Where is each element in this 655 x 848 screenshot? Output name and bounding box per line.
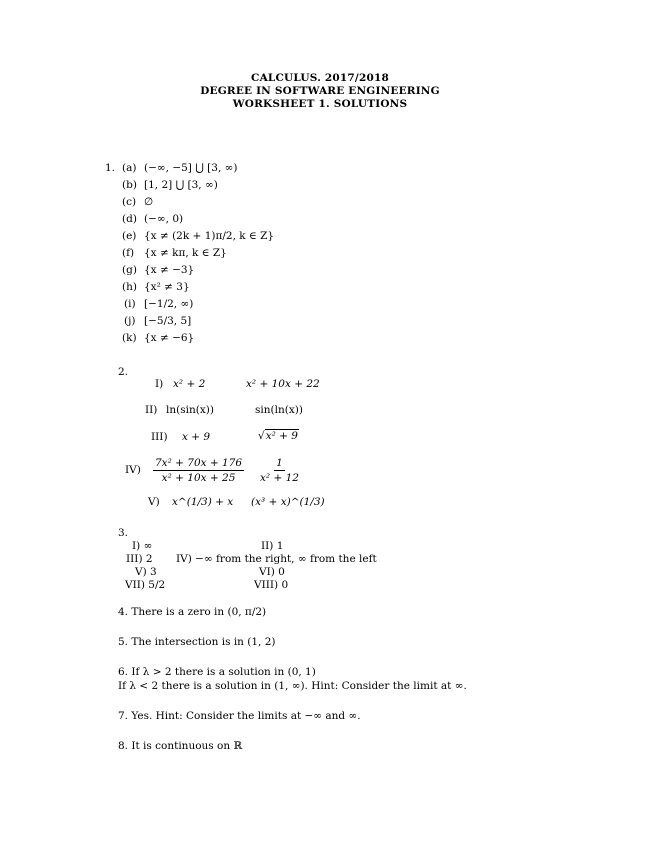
q2-label-V: V) <box>148 496 160 508</box>
q2-right-IV-denominator: x² + 12 <box>260 472 299 484</box>
q2-right-I: x² + 10x + 22 <box>246 378 320 390</box>
q1-answer-b: [1, 2] ⋃ [3, ∞) <box>144 179 218 191</box>
q1-label-h: (h) <box>122 281 137 293</box>
q2-right-II: sin(ln(x)) <box>255 404 303 416</box>
q3-answer-VII: VII) 5/2 <box>125 579 166 591</box>
q2-number: 2. <box>118 366 129 378</box>
header-title: CALCULUS. 2017/2018 <box>251 72 389 84</box>
q1-label-i: (i) <box>124 298 136 310</box>
q2-right-IV-fraction <box>258 457 301 484</box>
q2-right-III-radicand: x² + 9 <box>265 430 298 442</box>
q2-left-II: ln(sin(x)) <box>166 404 214 416</box>
q3-answer-VI: VI) 0 <box>259 566 285 578</box>
q2-label-II: II) <box>145 404 158 416</box>
q2-right-III <box>258 430 299 443</box>
q1-number: 1. <box>105 162 116 174</box>
q1-answer-c: ∅ <box>144 196 154 208</box>
q1-answer-f: {x ≠ kπ, k ∈ Z} <box>144 247 227 259</box>
q6-answer-line2: If λ < 2 there is a solution in (1, ∞). Hint: Consider the limit at ∞. <box>118 680 467 692</box>
q3-answer-V: V) 3 <box>135 566 157 578</box>
q2-left-I: x² + 2 <box>173 378 206 390</box>
q2-left-IV-denominator: x² + 10x + 25 <box>161 472 236 484</box>
q1-label-d: (d) <box>122 213 137 225</box>
q1-answer-d: (−∞, 0) <box>144 213 184 225</box>
q3-answer-II: II) 1 <box>261 540 284 552</box>
q2-label-III: III) <box>151 431 168 443</box>
q1-answer-i: [−1/2, ∞) <box>144 298 194 310</box>
q2-label-IV: IV) <box>125 464 141 476</box>
q3-answer-I: I) ∞ <box>132 540 153 552</box>
header-worksheet: WORKSHEET 1. SOLUTIONS <box>232 98 408 110</box>
q8-answer: 8. It is continuous on ℝ <box>118 740 243 752</box>
q2-left-IV-numerator: 7x² + 70x + 176 <box>155 457 243 469</box>
q1-label-c: (c) <box>122 196 137 208</box>
sqrt-symbol: √ <box>258 430 265 442</box>
q1-answer-k: {x ≠ −6} <box>144 332 195 344</box>
q2-left-IV-fraction <box>153 457 244 484</box>
q1-label-a: (a) <box>122 162 137 174</box>
q3-answer-IV: IV) −∞ from the right, ∞ from the left <box>176 553 377 565</box>
q1-answer-g: {x ≠ −3} <box>144 264 195 276</box>
q2-right-V: (x³ + x)^(1/3) <box>251 496 325 508</box>
q1-label-e: (e) <box>122 230 137 242</box>
q5-answer: 5. The intersection is in (1, 2) <box>118 636 276 648</box>
q1-answer-h: {x² ≠ 3} <box>144 281 190 293</box>
q1-label-g: (g) <box>122 264 137 276</box>
q2-right-IV-numerator: 1 <box>276 457 283 469</box>
q4-answer: 4. There is a zero in (0, π/2) <box>118 606 267 618</box>
q1-label-k: (k) <box>122 332 137 344</box>
q2-left-III: x + 9 <box>182 431 211 443</box>
q1-answer-a: (−∞, −5] ⋃ [3, ∞) <box>144 162 238 174</box>
q1-label-j: (j) <box>124 315 136 327</box>
q1-label-f: (f) <box>122 247 135 259</box>
q1-label-b: (b) <box>122 179 137 191</box>
q7-answer: 7. Yes. Hint: Consider the limits at −∞ and ∞. <box>118 710 361 722</box>
header-degree: DEGREE IN SOFTWARE ENGINEERING <box>200 85 440 97</box>
q6-answer-line1: 6. If λ > 2 there is a solution in (0, 1) <box>118 666 316 678</box>
q2-label-I: I) <box>155 378 164 390</box>
q2-left-V: x^(1/3) + x <box>172 496 234 508</box>
q1-answer-e: {x ≠ (2k + 1)π/2, k ∈ Z} <box>144 230 275 242</box>
q3-number: 3. <box>118 527 129 539</box>
q1-answer-j: [−5/3, 5] <box>144 315 192 327</box>
q3-answer-III: III) 2 <box>126 553 153 565</box>
q3-answer-VIII: VIII) 0 <box>254 579 289 591</box>
